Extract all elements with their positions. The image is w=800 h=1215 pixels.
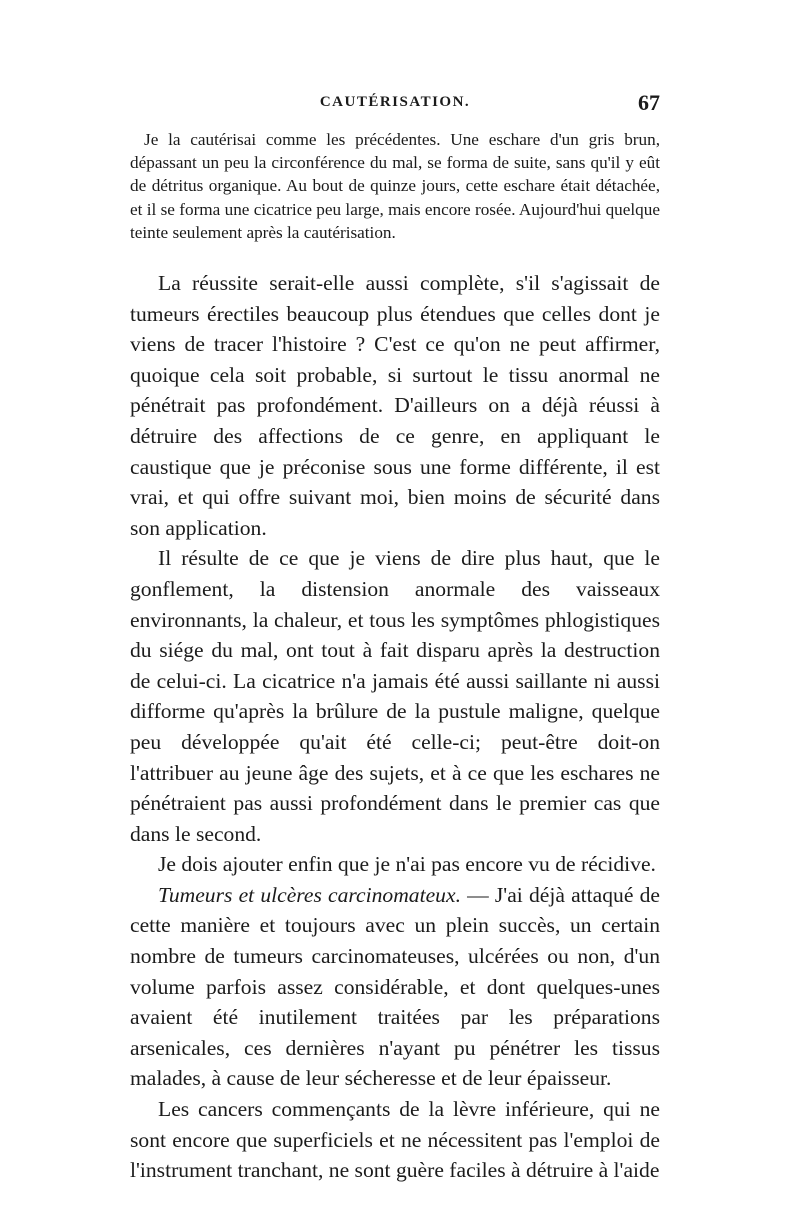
paragraph-results: Il résulte de ce que je viens de dire plus haut, que le gonflement, la distension anormale des vaisseaux environnants, la chaleur, et tous les symptômes phlogistiques du siége du mal, ont tout à fait disparu après la destruction de celui-ci. La cicatrice n'a jamais été aussi saillante ni aussi difforme qu'après la brûlure de la pustule maligne, quelque peu développée qu'ait été celle-ci; peut-être doit-on l'attribuer au jeune âge des sujets, et à ce que les eschares ne pénétraient pas aussi profondément dans le premier cas que dans le second. bbox=[130, 546, 660, 846]
section-heading-italic: Tumeurs et ulcères carcinomateux. bbox=[158, 882, 461, 907]
paragraph-erectile-tumors: La réussite serait-elle aussi complète, s'il s'agissait de tumeurs érectiles beaucoup plus étendues que celles dont je viens de tracer l'histoire ? C'est ce qu'on ne peut affirmer, quoique cela soit probable, si surtout le tissu anormal ne pénétrait pas profondément. D'ailleurs on a déjà réussi à détruire des affections de ce genre, en appliquant le caustique que je préconise sous une forme différente, il est vrai, et qui offre suivant moi, bien moins de sécurité dans son application. bbox=[130, 271, 660, 540]
section-body-text: — J'ai déjà attaqué de cette manière et toujours avec un plein succès, un certain nombre de tumeurs carcinomateuses, ulcérées ou non, d'un volume parfois assez considérable, et dont quelques-unes avaient été inutilement traitées par les préparations arsenicales, ces dernières n'ayant pu pénétrer les tissus malades, à cause de leur sécheresse et de leur épaisseur. bbox=[130, 882, 660, 1091]
page-header bbox=[130, 90, 660, 128]
case-report-paragraph: Je la cautérisai comme les précédentes. Une eschare d'un gris brun, dépassant un peu la circonférence du mal, se forma de suite, sans qu'il y eût de détritus organique. Au bout de quinze jours, cette eschare était détachée, et il se forma une cicatrice peu large, mais encore rosée. Aujourd'hui quelque teinte seulement après la cautérisation. bbox=[130, 130, 660, 242]
page-number: 67 bbox=[638, 90, 660, 115]
paragraph-carcinomatous-tumors bbox=[130, 880, 660, 1094]
body-text bbox=[130, 268, 660, 1186]
running-title: CAUTÉRISATION. bbox=[319, 94, 471, 110]
paragraph-recurrence: Je dois ajouter enfin que je n'ai pas encore vu de récidive. bbox=[158, 852, 656, 877]
book-page bbox=[130, 90, 660, 1186]
paragraph-lip-cancers: Les cancers commençants de la lèvre inférieure, qui ne sont encore que superficiels et ne nécessitent pas l'emploi de l'instrument tranchant, ne sont guère faciles à détruire à l'aide bbox=[130, 1097, 660, 1183]
